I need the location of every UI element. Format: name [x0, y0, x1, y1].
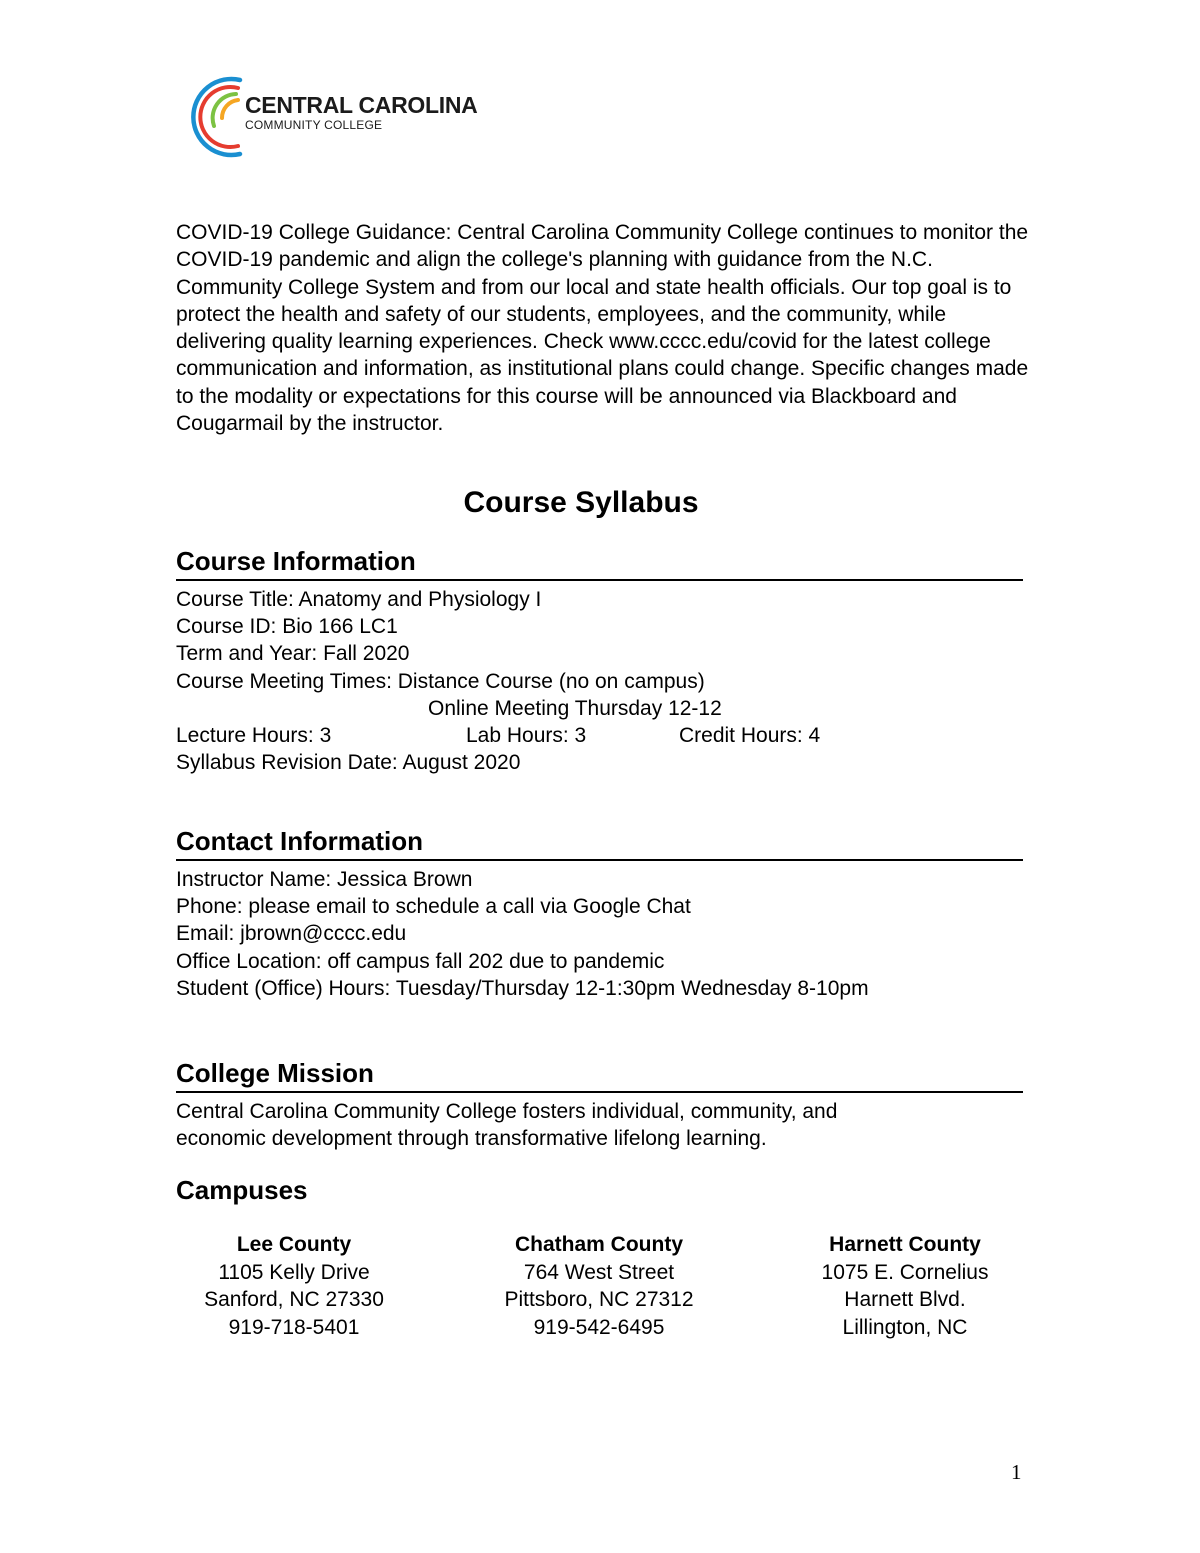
lecture-hours: Lecture Hours: 3	[176, 724, 332, 748]
course-title: Course Title: Anatomy and Physiology I	[176, 588, 542, 611]
covid-guidance-paragraph: COVID-19 College Guidance: Central Carolina Community College continues to monitor the COVID-19 pandemic and align the college's planning with guidance from the N.C. Community College System and from our local and state health officials. Our top goal is to protect the health and safety of our students, employees, and the community, while delivering quality learning experiences. Check www.cccc.edu/covid for the latest college communication and information, as institutional plans could change. Specific changes made to the modality or expectations for this course will be announced via Blackboard and Cougarmail by the instructor.	[176, 221, 1029, 436]
campus-name: Lee County	[236, 1233, 352, 1256]
contact-information-section	[176, 825, 1023, 1002]
document-title: Course Syllabus	[463, 486, 699, 519]
lab-hours: Lab Hours: 3	[466, 724, 587, 748]
contact-information-heading: Contact Information	[176, 825, 1023, 861]
meeting-times: Course Meeting Times: Distance Course (no on campus)	[176, 669, 705, 693]
instructor-name: Instructor Name: Jessica Brown	[176, 868, 473, 891]
instructor-phone: Phone: please email to schedule a call via Google Chat	[176, 895, 691, 919]
college-logo	[178, 70, 478, 160]
campus-chatham-county	[469, 1231, 729, 1341]
campus-harnett-county	[775, 1231, 1035, 1341]
campus-name: Harnett County	[829, 1233, 981, 1256]
campus-address-line-3: Lillington, NC	[842, 1315, 968, 1339]
campus-address-line-1: 764 West Street	[523, 1260, 675, 1284]
college-mission-section	[176, 1057, 1023, 1152]
term-year: Term and Year: Fall 2020	[176, 642, 410, 666]
page-number: 1	[1011, 1460, 1022, 1484]
college-mission-heading: College Mission	[176, 1057, 1023, 1093]
logo-arcs-icon	[178, 70, 248, 160]
online-meeting: Online Meeting Thursday 12-12	[428, 696, 722, 720]
logo-title: CENTRAL CAROLINA	[245, 92, 478, 118]
hours-row	[176, 722, 1023, 749]
campus-name: Chatham County	[515, 1233, 683, 1256]
office-location: Office Location: off campus fall 202 due to pandemic	[176, 949, 665, 973]
course-information-section	[176, 545, 1023, 776]
campus-address-line-2: Sanford, NC 27330	[204, 1288, 384, 1311]
office-hours: Student (Office) Hours: Tuesday/Thursday 12-1:30pm Wednesday 8-10pm	[176, 976, 869, 1000]
campus-address-line-2: Pittsboro, NC 27312	[504, 1288, 694, 1311]
course-id: Course ID: Bio 166 LC1	[176, 615, 398, 639]
mission-text-line-2: economic development through transformative lifelong learning.	[176, 1127, 767, 1151]
campus-address-line-2: Harnett Blvd.	[844, 1288, 966, 1311]
course-information-heading: Course Information	[176, 545, 1023, 581]
mission-text-line-1: Central Carolina Community College fosters individual, community, and	[176, 1100, 838, 1123]
instructor-email: Email: jbrown@cccc.edu	[176, 922, 407, 946]
credit-hours: Credit Hours: 4	[679, 724, 821, 748]
campus-lee-county	[164, 1231, 424, 1341]
campus-address-line-3: 919-718-5401	[228, 1315, 360, 1339]
syllabus-revision-date: Syllabus Revision Date: August 2020	[176, 751, 521, 775]
campus-address-line-1: 1075 E. Cornelius	[821, 1260, 989, 1284]
campus-address-line-3: 919-542-6495	[533, 1315, 665, 1339]
campuses-heading: Campuses	[176, 1175, 308, 1205]
campus-address-line-1: 1105 Kelly Drive	[218, 1260, 370, 1284]
logo-subtitle: COMMUNITY COLLEGE	[245, 118, 383, 132]
